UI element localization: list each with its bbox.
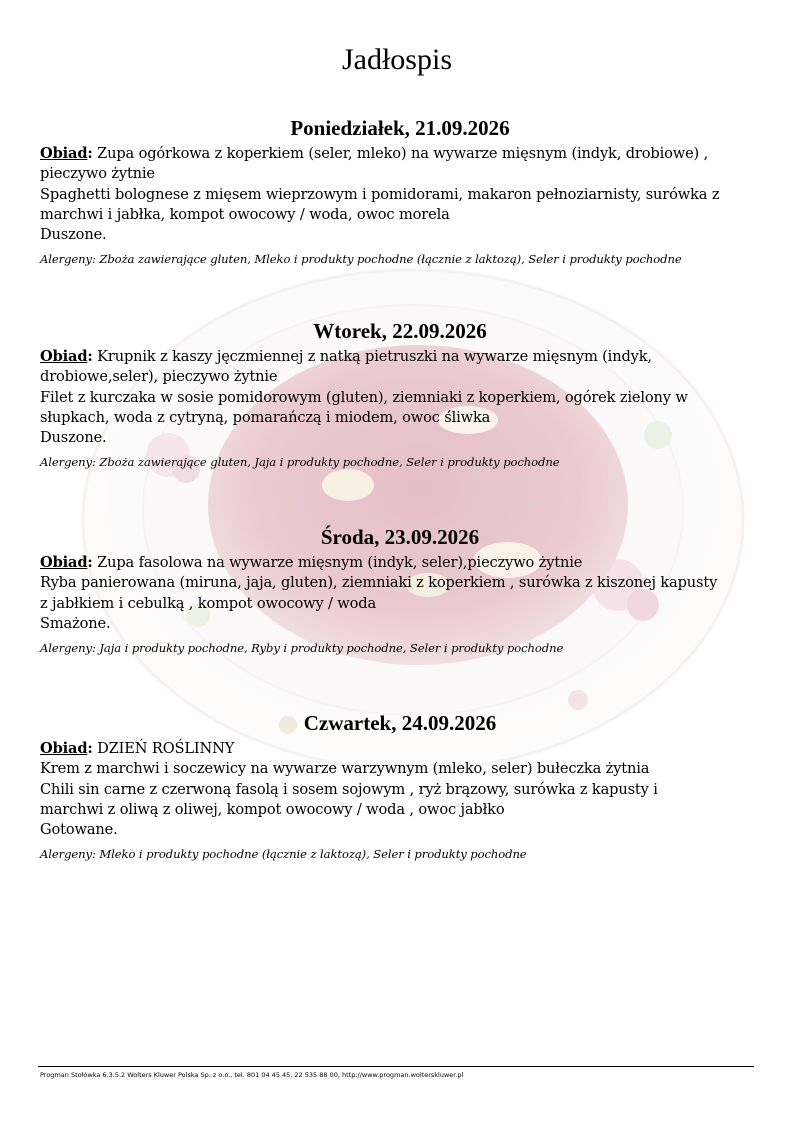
cooking-method: Gotowane. bbox=[40, 821, 118, 839]
meal-label: Obiad bbox=[40, 740, 88, 757]
meal-first-line: Obiad: Krupnik z kaszy jęczmiennej z natką pietruszki na wywarze mięsnym (indyk, bbox=[40, 348, 652, 365]
menu-line: marchwi z oliwą z oliwej, kompot owocowy / woda , owoc jabłko bbox=[40, 800, 505, 818]
day-section-monday bbox=[40, 116, 760, 267]
meal-label: Obiad bbox=[40, 348, 88, 365]
meal-label: Obiad bbox=[40, 145, 88, 162]
menu-line: DZIEŃ ROŚLINNY bbox=[92, 740, 235, 757]
menu-line: Ryba panierowana (miruna, jaja, gluten), ziemniaki z koperkiem , surówka z kiszonej kapusty bbox=[40, 574, 718, 592]
meal-first-line: Obiad: Zupa ogórkowa z koperkiem (seler, mleko) na wywarze mięsnym (indyk, drobiowe) , bbox=[40, 145, 709, 162]
allergens-note: Alergeny: Jaja i produkty pochodne, Ryby i produkty pochodne, Seler i produkty pochodne bbox=[40, 641, 564, 656]
menu-line: Zupa ogórkowa z koperkiem (seler, mleko) na wywarze mięsnym (indyk, drobiowe) , bbox=[92, 145, 709, 162]
meal-first-line: Obiad: DZIEŃ ROŚLINNY bbox=[40, 740, 235, 757]
menu-line: Krem z marchwi i soczewicy na wywarze warzywnym (mleko, seler) bułeczka żytnia bbox=[40, 760, 650, 778]
menu-line: marchwi i jabłka, kompot owocowy / woda, owoc morela bbox=[40, 205, 450, 223]
footer-text: Progman Stołówka 6.3.5.2 Wolters Kluwer Polska Sp. z o.o., tel. 801 04 45 45, 22 535 88 00, http://www.progman.wolterskluwer.pl bbox=[40, 1071, 464, 1079]
meal-first-line: Obiad: Zupa fasolowa na wywarze mięsnym (indyk, seler),pieczywo żytnie bbox=[40, 554, 583, 571]
allergens-note: Alergeny: Mleko i produkty pochodne (łącznie z laktozą), Seler i produkty pochodne bbox=[40, 847, 527, 862]
menu-line: Chili sin carne z czerwoną fasolą i sosem sojowym , ryż brązowy, surówka z kapusty i bbox=[40, 780, 658, 798]
menu-line: z jabłkiem i cebulką , kompot owocowy / woda bbox=[40, 594, 377, 612]
day-heading: Poniedziałek, 21.09.2026 bbox=[290, 116, 510, 140]
cooking-method: Duszone. bbox=[40, 429, 107, 447]
day-heading: Środa, 23.09.2026 bbox=[320, 525, 480, 549]
menu-line: Zupa fasolowa na wywarze mięsnym (indyk, seler),pieczywo żytnie bbox=[92, 554, 583, 571]
day-heading: Wtorek, 22.09.2026 bbox=[313, 319, 487, 343]
day-section-tuesday bbox=[40, 319, 760, 470]
menu-line: pieczywo żytnie bbox=[40, 165, 155, 183]
menu-line: słupkach, woda z cytryną, pomarańczą i miodem, owoc śliwka bbox=[40, 408, 491, 426]
day-heading: Czwartek, 24.09.2026 bbox=[303, 711, 497, 735]
allergens-note: Alergeny: Zboża zawierające gluten, Mleko i produkty pochodne (łącznie z laktozą), Seler i produkty pochodne bbox=[40, 252, 682, 267]
footer-divider bbox=[38, 1066, 754, 1067]
allergens-note: Alergeny: Zboża zawierające gluten, Jaja i produkty pochodne, Seler i produkty pochodne bbox=[40, 455, 560, 470]
menu-line: Spaghetti bolognese z mięsem wieprzowym i pomidorami, makaron pełnoziarnisty, surówka z bbox=[40, 185, 720, 203]
cooking-method: Smażone. bbox=[40, 614, 111, 632]
page-title: Jadłospis bbox=[341, 43, 452, 76]
menu-line: Filet z kurczaka w sosie pomidorowym (gluten), ziemniaki z koperkiem, ogórek zielony w bbox=[40, 388, 688, 406]
day-section-thursday bbox=[40, 711, 760, 862]
meal-label: Obiad bbox=[40, 554, 88, 571]
menu-line: drobiowe,seler), pieczywo żytnie bbox=[40, 368, 278, 386]
day-section-wednesday bbox=[40, 525, 760, 656]
cooking-method: Duszone. bbox=[40, 226, 107, 244]
menu-line: Krupnik z kaszy jęczmiennej z natką pietruszki na wywarze mięsnym (indyk, bbox=[92, 348, 652, 365]
